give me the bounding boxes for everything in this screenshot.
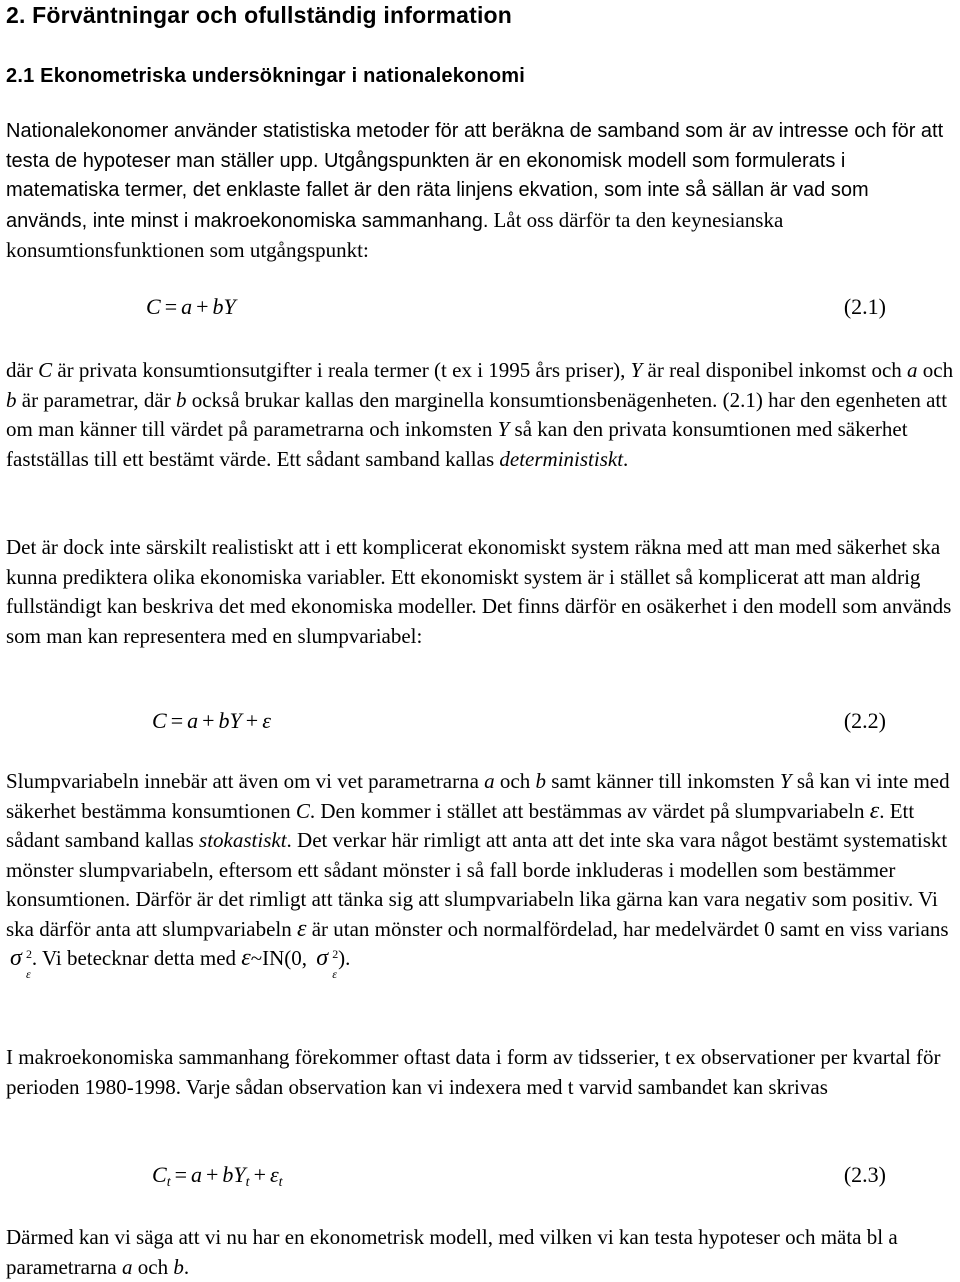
equation-number: (2.1) bbox=[843, 294, 886, 319]
equation-formula: $C_t = a + bY_t + \varepsilon_t$ bbox=[152, 1162, 283, 1190]
sigma-squared: σ 2 ε bbox=[10, 945, 32, 981]
subsection-heading: 2.1 Ekonometriska undersökningar i nationalekonomi bbox=[6, 65, 526, 87]
equation-2-1 bbox=[6, 294, 886, 324]
paragraph-deterministic: där C är privata konsumtionsutgifter i reala termer (t ex i 1995 års priser), Y är real disponibel inkomst och a och b är parametrar, där b också brukar kallas den marginella konsumtionsbenägenheten. (2.1) har den egenheten att om man känner till värdet på parametrarna och inkomsten Y så kan den privata konsumtionen med säkerhet fastställas till ett bestämt värde. Ett sådant samband kallas deterministiskt. bbox=[6, 358, 954, 471]
equation-2-3 bbox=[6, 1162, 886, 1192]
equation-formula: C = a + bY bbox=[146, 294, 236, 319]
equation-number: (2.3) bbox=[843, 1162, 886, 1187]
equation-number: (2.2) bbox=[843, 708, 886, 733]
intro-text-serif: Låt oss därför ta den keynesianska konsumtionsfunktionen som utgångspunkt: bbox=[6, 207, 784, 262]
paragraph-stochastic: Slumpvariabeln innebär att även om vi vet parametrarna a och b samt känner till inkomsten Y så kan vi inte med säkerhet bestämma konsumtionen C. Den kommer i stället att bestämmas av värdet på slumpvariabeln ε. Ett sådant samband kallas stokastiskt. Det verkar här rimligt att anta att det inte ska vara något bestämt systematiskt mönster slumpvariabeln, eftersom ett sådant mönster i så fall borde inkluderas i modellen som bestämmer konsumtionen. Därför är det rimligt att tänka sig att slumpvariabeln lika gärna kan vara negativ som positiv. Vi ska därför anta att slumpvariabeln ε är utan mönster och normalfördelad, har medelvärdet 0 samt en viss varians σ 2 ε . Vi betecknar detta med ε~IN(0, σ 2 ε ). bbox=[6, 769, 950, 981]
equation-2-2 bbox=[6, 708, 886, 738]
paragraph-intro bbox=[6, 117, 954, 267]
sigma-squared: σ 2 ε bbox=[316, 945, 339, 981]
intro-text: Nationalekonomer använder statistiska metoder för att beräkna de samband som är av intresse och för att testa de hypoteser man ställer upp. Utgångspunkten är en ekonomisk modell som formulerats i matematiska termer, det enklaste fallet är den räta linjens ekvation, som inte så sällan är vad som används, inte minst i makroekonomiska sammanhang. bbox=[6, 120, 944, 232]
paragraph-conclusion: Därmed kan vi säga att vi nu har en ekonometrisk modell, med vilken vi kan testa hypoteser och mäta bl a parametrarna a och b. bbox=[6, 1225, 898, 1279]
section-heading: 2. Förväntningar och ofullständig information bbox=[6, 2, 513, 28]
paragraph-uncertainty: Det är dock inte särskilt realistiskt att i ett komplicerat ekonomiskt system räkna med att man med säkerhet ska kunna prediktera olika ekonomiska variabler. Ett ekonomiskt system är i stället så komplicerat att man aldrig fullständigt kan beskriva det med ekonomiska modeller. Det finns därför en osäkerhet i den modell som används som man kan representera med en slumpvariabel: bbox=[6, 535, 952, 648]
equation-formula: C = a + bY + ε bbox=[152, 708, 271, 733]
paragraph-timeseries: I makroekonomiska sammanhang förekommer oftast data i form av tidsserier, t ex observationer per kvartal för perioden 1980-1998. Varje sådan observation kan vi indexera med t varvid sambandet kan skrivas bbox=[6, 1045, 941, 1099]
